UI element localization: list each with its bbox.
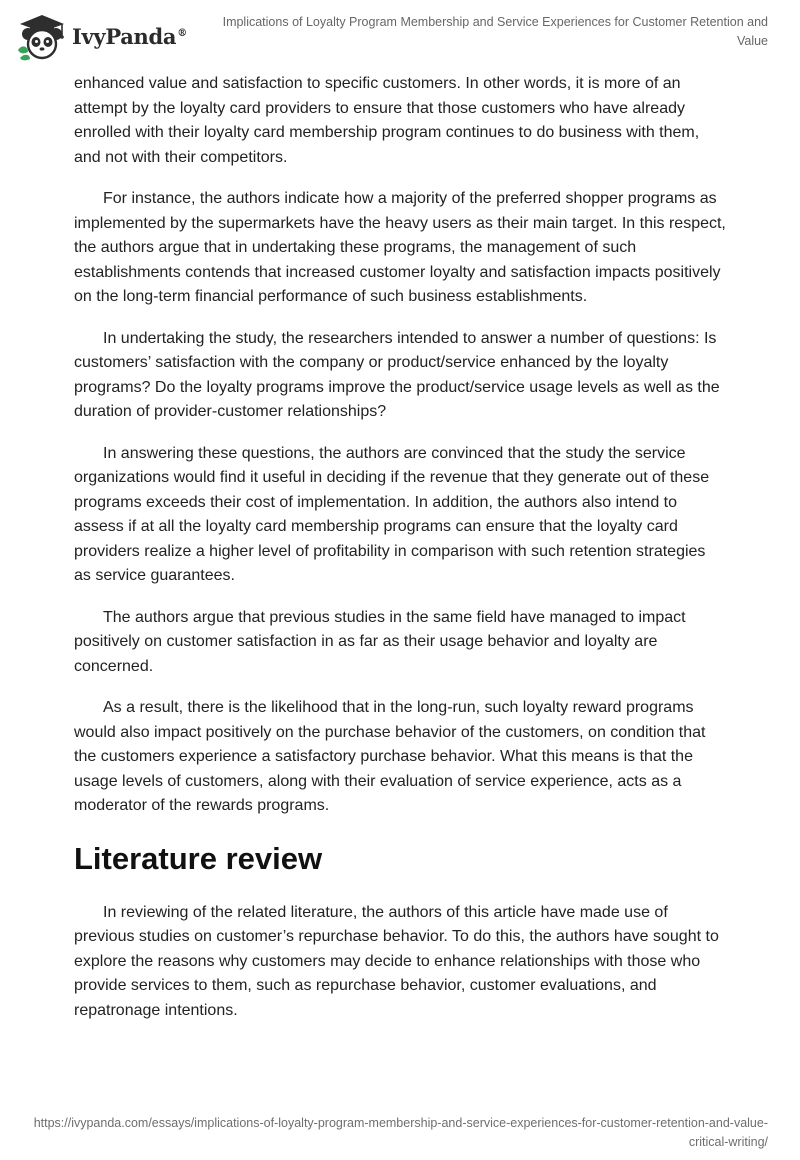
- paragraph: enhanced value and satisfaction to specific customers. In other words, it is more of an attempt by the loyalty card providers to ensure that those customers who have already enrolled with their loyalty card membership program continues to do business with them, and not with their competitors.: [74, 75, 700, 166]
- section-heading: Literature review: [74, 840, 323, 876]
- paragraph: The authors argue that previous studies in the same field have managed to impact positively on customer satisfaction in as far as their usage behavior and loyalty are concerned.: [74, 608, 686, 675]
- ivypanda-logo[interactable]: [14, 8, 194, 64]
- paragraph: In answering these questions, the authors are convinced that the study the service organizations would find it useful in deciding if the revenue that they generate out of these programs exceeds their cost of implementation. In addition, the authors also intend to assess if at all the loyalty card membership programs can ensure that the loyalty card providers realize a higher level of profitability in comparison with such retention strategies as service guarantees.: [74, 444, 710, 584]
- paragraph: For instance, the authors indicate how a majority of the preferred shopper programs as implemented by the supermarkets have the heavy users as their main target. In this respect, the authors argue that in undertaking these programs, the management of such establishments contends that increased customer loyalty and satisfaction impacts positively on the long-term financial performance of such business establishments.: [74, 190, 726, 305]
- paragraph: As a result, there is the likelihood that in the long-run, such loyalty reward programs would also impact positively on the purchase behavior of the customers, on condition that the customers experience a satisfactory purchase behavior. What this means is that the usage levels of customers, along with their evaluation of service experience, acts as a moderator of the rewards programs.: [74, 699, 706, 814]
- page-header: [0, 0, 800, 70]
- brand-name: IvyPanda®: [72, 23, 187, 49]
- source-url[interactable]: https://ivypanda.com/essays/implications-of-loyalty-program-membership-and-service-experiences-for-customer-retention-and-value-critical-writing/: [33, 1116, 768, 1149]
- article-body: [74, 72, 726, 1040]
- document-title: Implications of Loyalty Program Membership and Service Experiences for Customer Retention and Value: [222, 15, 768, 48]
- paragraph: In undertaking the study, the researchers intended to answer a number of questions: Is customers’ satisfaction with the company or product/service enhanced by the loyalty programs? Do the loyalty programs improve the product/service usage levels as well as the duration of provider-customer relationships?: [74, 329, 720, 420]
- panda-graduate-icon: [14, 10, 66, 62]
- paragraph: In reviewing of the related literature, the authors of this article have made use of previous studies on customer’s repurchase behavior. To do this, the authors have sought to explore the reasons why customers may decide to enhance relationships with those who provide services to them, such as repurchase behavior, customer evaluations, and repatronage intentions.: [74, 903, 719, 1019]
